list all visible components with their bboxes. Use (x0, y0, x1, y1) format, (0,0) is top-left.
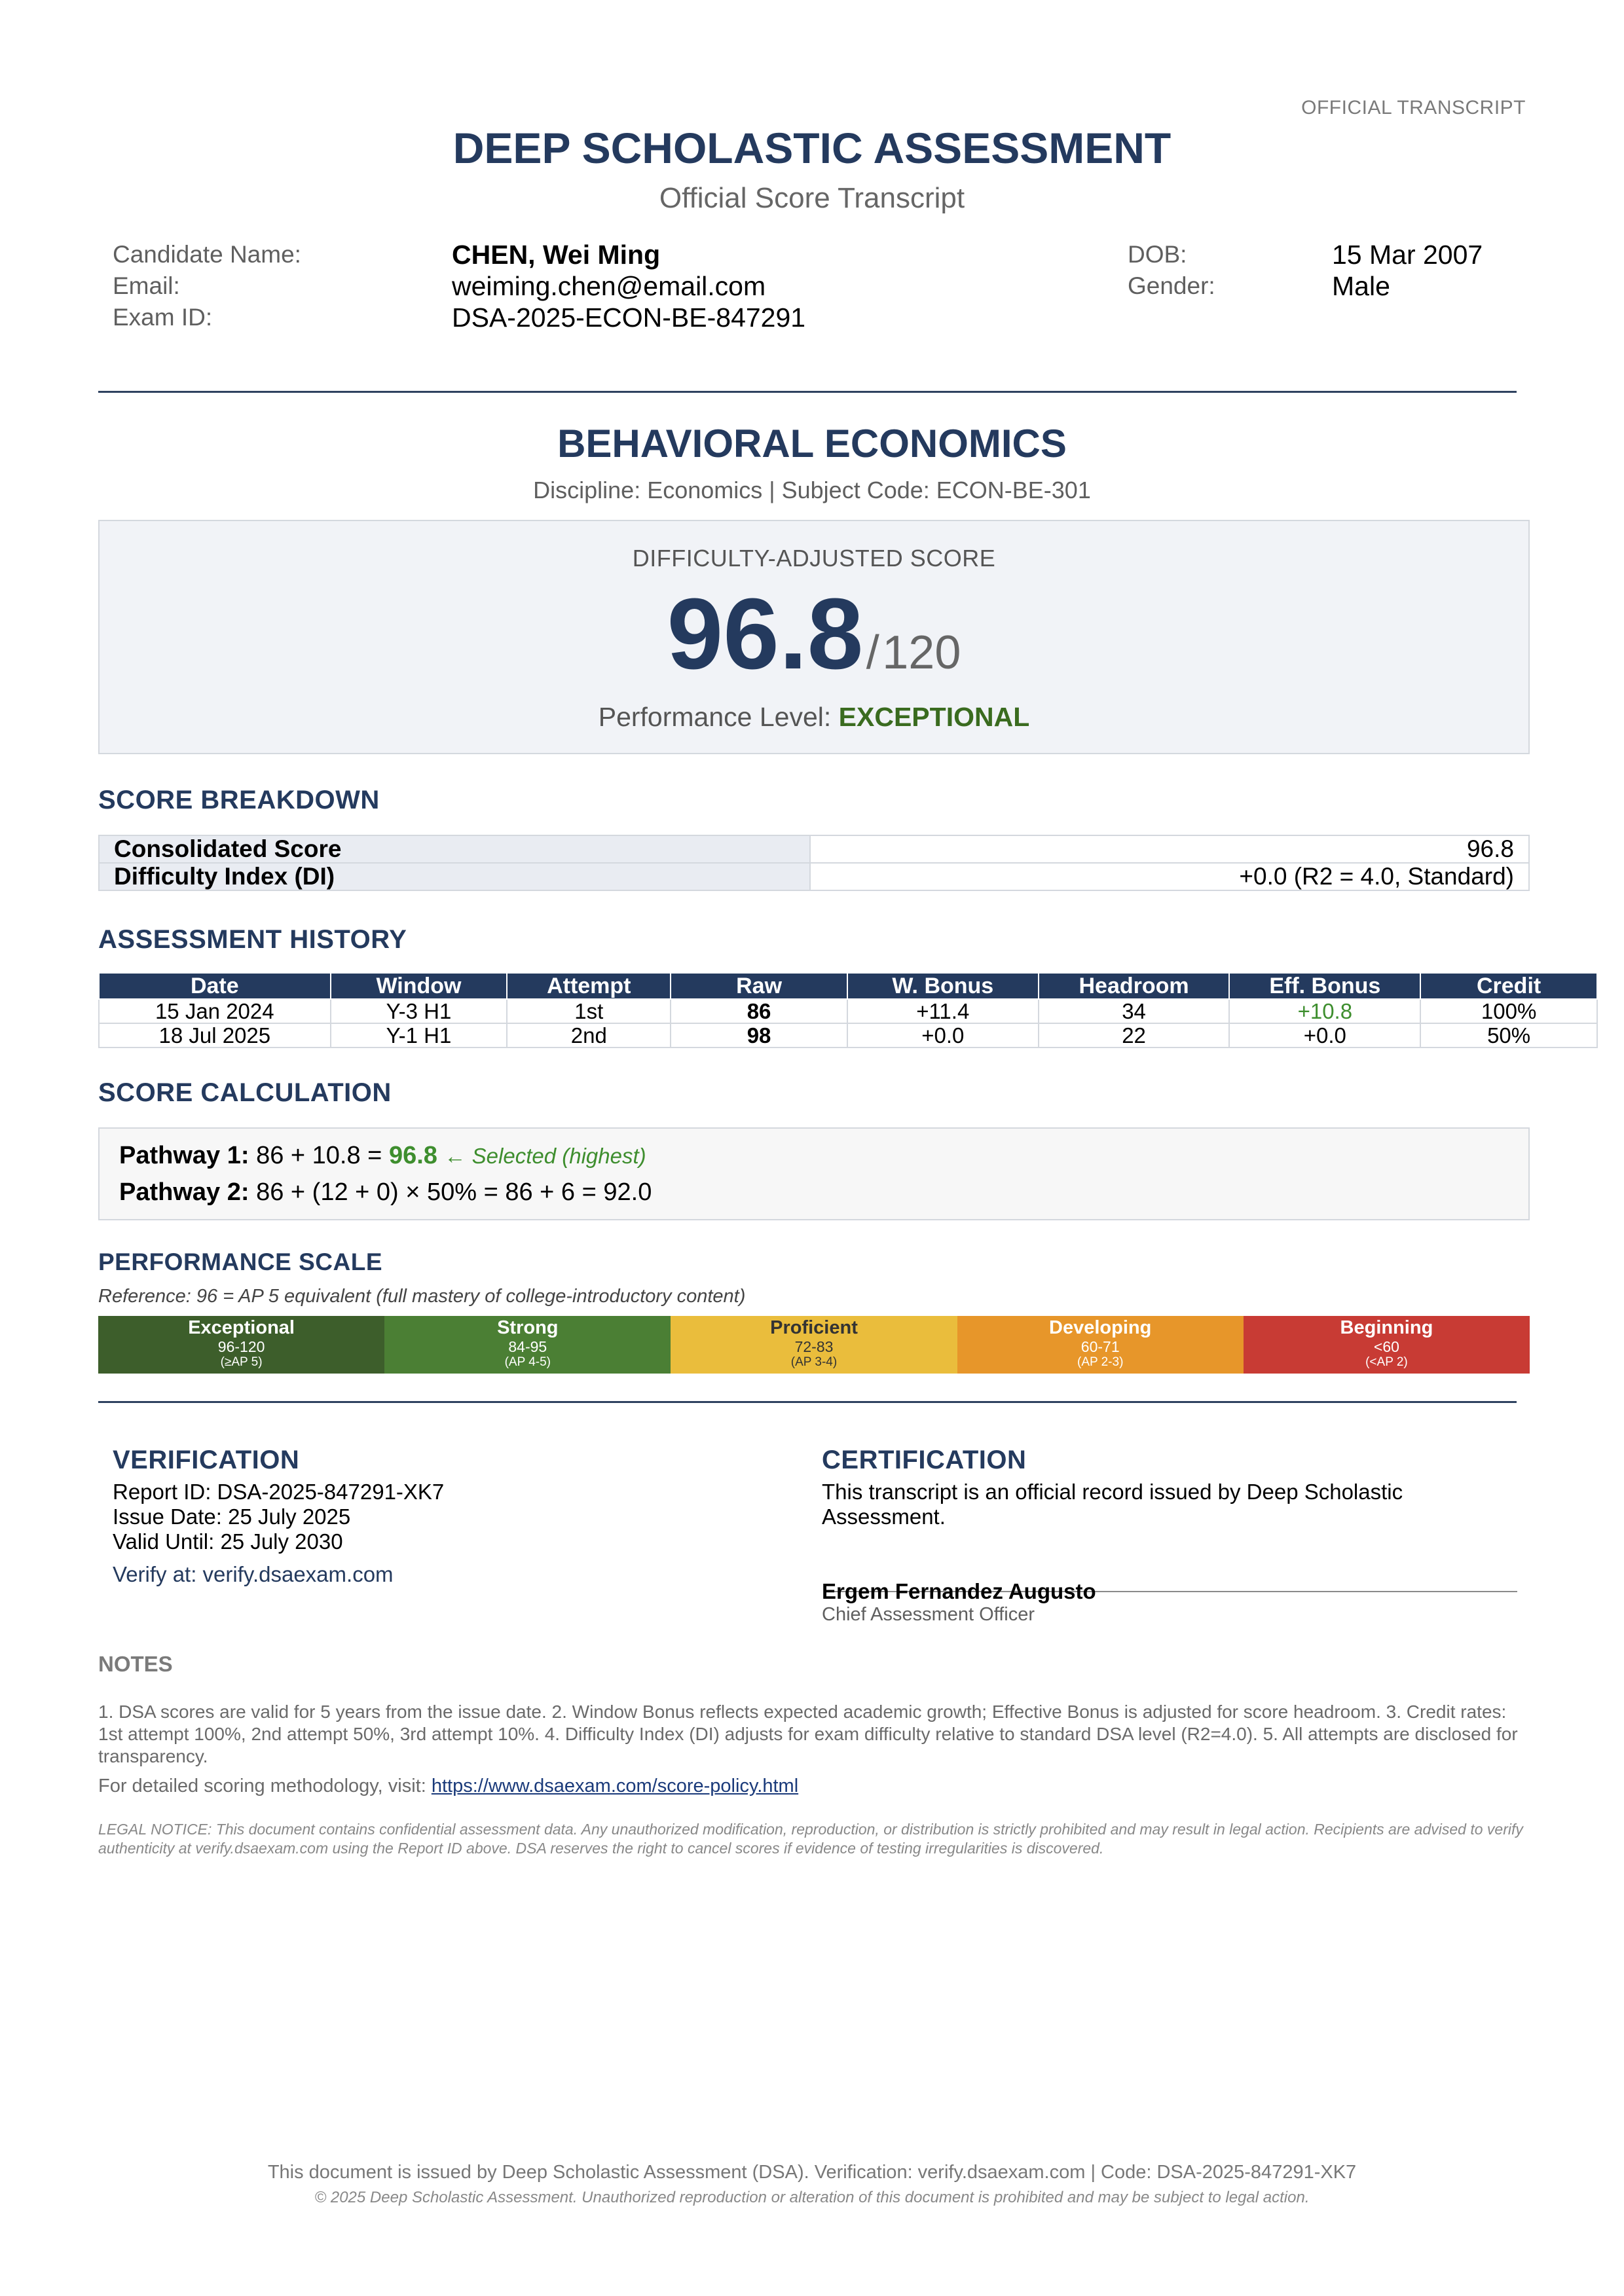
document-subtitle: Official Score Transcript (659, 182, 965, 214)
verification-title: VERIFICATION (113, 1446, 300, 1474)
verify-link[interactable]: Verify at: verify.dsaexam.com (113, 1562, 394, 1586)
performance-line (100, 702, 1528, 733)
score-max: 120 (882, 627, 961, 679)
pathway-2-expression: 86 + (12 + 0) × 50% = 86 + 6 = 92.0 (256, 1178, 652, 1206)
table-row (99, 835, 1529, 863)
table-cell: 98 (671, 1023, 847, 1048)
table-cell: 100% (1420, 999, 1597, 1023)
band-name: Developing (1049, 1317, 1152, 1338)
table-header-row (99, 973, 1597, 999)
issue-date: Issue Date: 25 July 2025 (113, 1504, 351, 1529)
footer-copyright: © 2025 Deep Scholastic Assessment. Unauthorized reproduction or alteration of this document is prohibited and may be subject to legal action. (314, 2189, 1310, 2206)
history-table (98, 972, 1598, 1048)
breakdown-key: Difficulty Index (DI) (99, 863, 810, 890)
document-tag: OFFICIAL TRANSCRIPT (1301, 97, 1526, 118)
pathway-1-expression: 86 + 10.8 = (256, 1142, 382, 1169)
scale-band-developing (957, 1316, 1244, 1374)
pathway-1 (119, 1142, 646, 1170)
signer-name: Ergem Fernandez Augusto (822, 1579, 1096, 1603)
notes-text: 1. DSA scores are valid for 5 years from the issue date. 2. Window Bonus reflects expected academic growth; Effective Bonus is adjusted for score headroom. 3. Credit rates: 1st attempt 100%, 2nd attempt 50%, 3rd attempt 10%. 4. Difficulty Index (DI) adjusts for exam difficulty relative to standard DSA level (R2=4.0). 5. All attempts are disclosed for transparency. (98, 1702, 1518, 1766)
table-cell: +0.0 (847, 1023, 1039, 1048)
score-value: 96.8 (667, 577, 864, 690)
candidate-name-label: Candidate Name: (113, 241, 301, 268)
band-ap: (AP 2-3) (1077, 1355, 1124, 1369)
table-cell: 18 Jul 2025 (99, 1023, 331, 1048)
band-ap: (AP 4-5) (504, 1355, 551, 1369)
header-divider (98, 391, 1517, 393)
band-ap: (<AP 2) (1365, 1355, 1408, 1369)
band-ap: (AP 3-4) (790, 1355, 838, 1369)
breakdown-value: 96.8 (810, 835, 1529, 863)
valid-until: Valid Until: 25 July 2030 (113, 1529, 343, 1554)
subject-title: BEHAVIORAL ECONOMICS (557, 422, 1067, 465)
scale-band-proficient (671, 1316, 957, 1374)
table-cell: 86 (671, 999, 847, 1023)
email-label: Email: (113, 272, 180, 299)
band-name: Strong (497, 1317, 559, 1338)
column-header: Date (99, 973, 331, 999)
dob-value: 15 Mar 2007 (1332, 240, 1483, 270)
table-row (99, 1023, 1597, 1048)
table-cell: Y-3 H1 (331, 999, 507, 1023)
document-title: DEEP SCHOLASTIC ASSESSMENT (452, 124, 1172, 172)
band-ap: (≥AP 5) (220, 1355, 263, 1369)
column-header: Credit (1420, 973, 1597, 999)
table-cell: Y-1 H1 (331, 1023, 507, 1048)
history-title: ASSESSMENT HISTORY (98, 925, 407, 954)
report-id: Report ID: DSA-2025-847291-XK7 (113, 1480, 445, 1504)
column-header: Window (331, 973, 507, 999)
scale-band-exceptional (98, 1316, 384, 1374)
band-range: 84-95 (508, 1338, 547, 1355)
band-range: 72-83 (794, 1338, 834, 1355)
table-cell: 15 Jan 2024 (99, 999, 331, 1023)
certification-text: This transcript is an official record issued by Deep Scholastic Assessment. (822, 1480, 1403, 1529)
band-range: 60-71 (1080, 1338, 1120, 1355)
score-label: DIFFICULTY-ADJUSTED SCORE (632, 545, 996, 572)
certification-title: CERTIFICATION (822, 1446, 1027, 1474)
score-line (100, 577, 1528, 690)
legal-notice: LEGAL NOTICE: This document contains confidential assessment data. Any unauthorized modification, reproduction, or distribution is strictly prohibited and may result in legal action. Recipients are advised to verify authenticity at verify.dsaexam.com using the Report ID above. DSA reserves the right to cancel scores if evidence of testing irregularities is discovered. (98, 1821, 1523, 1857)
band-name: Proficient (770, 1317, 858, 1338)
methodology-line (98, 1776, 798, 1797)
band-range: 96-120 (217, 1338, 265, 1355)
gender-label: Gender: (1128, 272, 1215, 299)
dob-label: DOB: (1128, 241, 1187, 268)
table-cell: 1st (507, 999, 671, 1023)
email-value: weiming.chen@email.com (452, 271, 766, 301)
performance-scale-bar (98, 1316, 1530, 1374)
table-row (99, 999, 1597, 1023)
score-panel (98, 520, 1530, 754)
pathway-2-label: Pathway 2: (119, 1178, 249, 1206)
breakdown-value: +0.0 (R2 = 4.0, Standard) (810, 863, 1529, 890)
column-header: Eff. Bonus (1229, 973, 1420, 999)
table-cell: +0.0 (1229, 1023, 1420, 1048)
footer-divider (98, 1401, 1517, 1403)
exam-id-value: DSA-2025-ECON-BE-847291 (452, 302, 806, 333)
table-row (99, 863, 1529, 890)
pathway-1-label: Pathway 1: (119, 1142, 249, 1169)
methodology-prefix: For detailed scoring methodology, visit: (98, 1776, 426, 1796)
performance-level: EXCEPTIONAL (838, 702, 1030, 732)
table-cell: 22 (1039, 1023, 1230, 1048)
column-header: Headroom (1039, 973, 1230, 999)
column-header: Raw (671, 973, 847, 999)
scale-reference: Reference: 96 = AP 5 equivalent (full mastery of college-introductory content) (98, 1286, 746, 1307)
table-cell: 34 (1039, 999, 1230, 1023)
methodology-link[interactable]: https://www.dsaexam.com/score-policy.html (431, 1776, 799, 1796)
gender-value: Male (1332, 271, 1390, 301)
column-header: Attempt (507, 973, 671, 999)
table-cell: +11.4 (847, 999, 1039, 1023)
footer-issuer-line: This document is issued by Deep Scholastic Assessment (DSA). Verification: verify.dsaexam.com | Code: DSA-2025-847291-XK7 (267, 2162, 1357, 2183)
pathway-2 (119, 1178, 652, 1207)
scale-title: PERFORMANCE SCALE (98, 1248, 383, 1275)
calculation-title: SCORE CALCULATION (98, 1078, 392, 1107)
pathway-1-result: 96.8 (388, 1142, 437, 1169)
breakdown-table (98, 835, 1530, 891)
table-cell: 50% (1420, 1023, 1597, 1048)
scale-band-strong (384, 1316, 671, 1374)
subject-meta: Discipline: Economics | Subject Code: ECON-BE-301 (533, 477, 1091, 503)
calculation-panel (98, 1127, 1530, 1220)
signer-title: Chief Assessment Officer (822, 1604, 1035, 1625)
band-name: Exceptional (188, 1317, 295, 1338)
table-cell: +10.8 (1229, 999, 1420, 1023)
table-cell: 2nd (507, 1023, 671, 1048)
pathway-1-note: ← Selected (highest) (444, 1144, 646, 1168)
candidate-name: CHEN, Wei Ming (452, 240, 661, 270)
performance-label: Performance Level: (598, 702, 832, 732)
notes-title: NOTES (98, 1652, 173, 1676)
exam-id-label: Exam ID: (113, 304, 213, 331)
breakdown-key: Consolidated Score (99, 835, 810, 863)
column-header: W. Bonus (847, 973, 1039, 999)
breakdown-title: SCORE BREAKDOWN (98, 786, 380, 814)
band-name: Beginning (1340, 1317, 1433, 1338)
score-separator: / (866, 627, 879, 679)
band-range: <60 (1373, 1338, 1399, 1355)
scale-band-beginning (1244, 1316, 1530, 1374)
